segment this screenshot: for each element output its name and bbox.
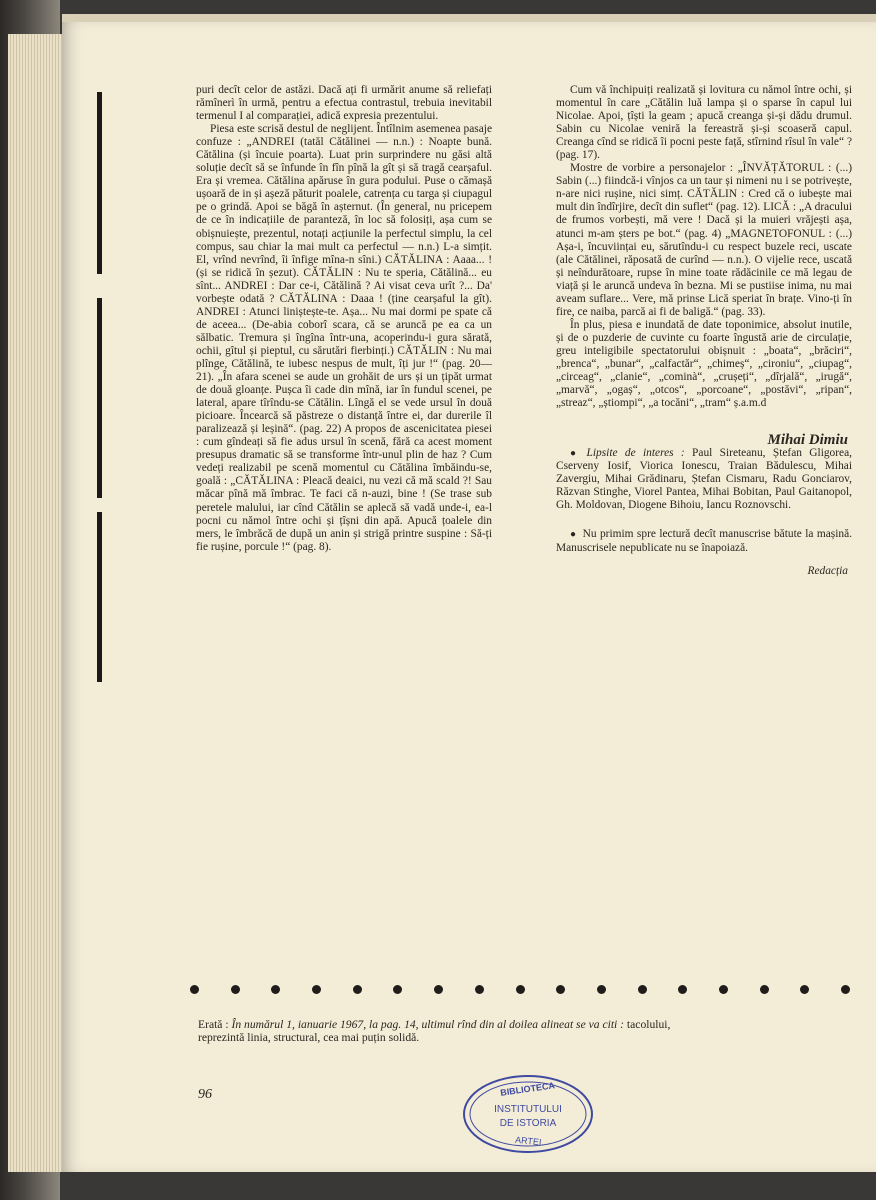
stamp-line-2: INSTITUTULUI [494, 1104, 562, 1115]
dot-icon [271, 985, 280, 994]
dot-icon [841, 985, 850, 994]
margin-mark-bar [97, 298, 102, 498]
dot-separator [190, 985, 850, 994]
dot-icon [556, 985, 565, 994]
dot-icon [190, 985, 199, 994]
editorial-note [556, 447, 852, 512]
errata-italic: În numărul 1, ianuarie 1967, la pag. 14, ultimul rînd din al doilea alineat se va citi : [228, 1018, 625, 1031]
editorial-signature: Redacția [807, 564, 848, 577]
margin-mark-bar [97, 512, 102, 682]
author-signature: Mihai Dimiu [767, 432, 848, 449]
dot-icon [638, 985, 647, 994]
paragraph: puri decît celor de astăzi. Dacă ați fi urmărit anume să reliefați rămînerì în urmă, pentru a efectua contrastul, trebuia inevitabil termenul I al comparației, adică expresia prezentului. [196, 84, 492, 123]
errata-label: Erată : [198, 1018, 229, 1031]
paragraph: În plus, piesa e inundată de date toponimice, absolut inutile, și de o puzderie de cuvinte cu foarte îngustă arie de circulație, greu inteligibile spectatorului obișnuit : „boata“, „brăciri“, „brenca“, „bunar“, „calfactăr“, „chimeș“, „cironiu“, „ciupag“, „circeag“, „clanie“, „cominà“, „crușeți“, „dîrjală“, „irugă“, „marvă“, „ogaș“, „otcos“, „porcoane“, „postăvi“, „ripan“, „streaz“, „știompi“, „a tocăni“, „tram“ ș.a.m.d [556, 318, 852, 410]
dot-icon [800, 985, 809, 994]
page-number: 96 [198, 1087, 212, 1102]
paragraph: Mostre de vorbire a personajelor : „ÎNVĂȚĂTORUL : (...) Sabin (...) fiindcă-i vînjos ca un taur și nimeni nu i se potrivește, n-are nici rușine, nici simț. CĂTĂLIN : Cred că o iubește mai mult din îndîrjire, decît din suflet“ (pag. 12). LICĂ : „A dracului de frumos vorbești, mă vere ! Dacă și la muieri vrăjești așa, atunci m-am șters pe bot.“ (pag. 4) „MAGNETOFONUL : (...) Așa-i, încuviințai eu, sărutîndu-i cu respect buzele reci, uscate (ale Cătălinei, răposată de curînd — n.n.). O vijelie rece, uscată și neîndurătoare, rupse în mine toate rădăcinile ce mă legau de viață și le aruncă undeva în bezna. Mi se pustiise inima, nu mai aveam suflare... Vere, mă prinse Lică speriat în brațe. Vino-ți în fire, ce naiba, parcă ai fi de baligă.“ (pag. 33). [556, 162, 852, 318]
dot-icon [393, 985, 402, 994]
editorial-note [556, 528, 852, 554]
errata-text: tacolului, reprezintă linia, structural, cea mai puțin solidă. [198, 1018, 671, 1045]
paragraph: Piesa este scrisă destul de neglijent. Întîlnim asemenea pasaje confuze : „ANDREI (tatăl Cătălinei — n.n.) : Noapte bună. Cătălina (și încuie poarta). Luat prin surprindere nu găsi altă soluție decît să se înfunde în fîn pînă la gît și să tragă cearșaful. Era și vremea. Cătălina apăruse în gura podului. Puse o cămașă ușoară de in și așeză păturit poalele, catrența cu targa și ciupagul pe o grindă. Apoi se băgă în așternut. (În general, nu pricepem de ce în indicațiile de paranteză, în loc să folosiți, așa cum se obișnuiește, prezentul, notați acțiunile la perfectul simplu, la cel compus, sau chiar la mai mult ca perfectul — n.n.) L-a simțit. El, vrînd nevrînd, îi înfige mîna-n sîni.) CĂTĂLINA : Aaaa... ! (și se ridică în șezut). CĂTĂLIN : Nu te speria, Cătălină... eu sînt... ANDREI : Dar ce-i, Cătălină ? Ai visat ceva urît ?... Da' vorbește odată ? CĂTĂLINA : Daaa ! (ține cearșaful la gît). ANDREI : Atunci liniștește-te. Așa... Nu mai dormi pe spate că de aceea... (De-abia coborî scara, că se aruncă pe ea ca un sălbatic. Tremura și îngîna într-una, acoperindu-i gura sărată, ochii, gîtul și pieptul, cu sărutări fierbinți.) CĂTĂLIN : Nu mai plînge, Cătălină, te iubesc nespus de mult, îți jur !“ (pag. 20—21). „În afara scenei se aude un grohăit de urs și un țipăt urmat de două gloanțe. Pușca îi cade din mînă, iar în fundul scenei, pe lateral, apare tîrîndu-se Cătălin. Lîngă el se vede ursul în două picioare. Încearcă să păstreze o distanță între ei, dar durerile îl paralizează și leșină“. (pag. 22) A propos de ascenicitatea piesei : cum gîndeați să fie adus ursul în scenă, fără ca acest moment presupus dramatic să se transforme într-unul plin de haz ? Cum vedeți realizabil pe scenă momentul cu Cătălina îmbăindu-se, goală : „CĂTĂLINA : Pleacă deaici, nu vezi că mă scald ?! Sau măcar pînă mă îmbrac. Te faci că n-auzi, bine ! (Se trase sub peretele malului, iar cînd Cătălin se aplecă să vadă unde-i, ea-l pocni cu nămol între ochi și țîșni din apă. Apucă țoalele din mers, le îmbrăcă de după un anin și strigă printre suspine : Să-ți fie rușine, porcule !“ (pag. 8). [196, 123, 492, 553]
bullet-icon: ● [570, 448, 581, 460]
stamp-line-4: ARTEI [514, 1134, 542, 1148]
page-stack-edge [8, 34, 68, 1172]
dot-icon [312, 985, 321, 994]
stamp-line-1: BIBLIOTECA [499, 1080, 556, 1098]
note-label: Lipsite de interes : [586, 447, 685, 460]
dot-icon [678, 985, 687, 994]
dot-icon [434, 985, 443, 994]
stamp-line-3: DE ISTORIA [499, 1118, 557, 1129]
dot-icon [353, 985, 362, 994]
note-text: Nu primim spre lectură decît manuscrise bătute la mașină. Manuscrisele nepublicate nu se înapoiază. [556, 528, 852, 554]
left-column [196, 84, 492, 554]
bullet-icon: ● [570, 529, 577, 541]
library-stamp [458, 1068, 598, 1158]
right-column [556, 84, 852, 578]
dot-icon [597, 985, 606, 994]
margin-mark-bar [97, 92, 102, 274]
errata-note [198, 1018, 718, 1045]
dot-icon [231, 985, 240, 994]
note-text: Paul Sireteanu, Ștefan Gligorea, Cserveny Iosif, Viorica Ionescu, Traian Bădulescu, Mihai Zavergiu, Mihai Grădinaru, Ștefan Cismaru, Radu Gonciarov, Răzvan Stinghe, Viorel Pantea, Mihai Bobitan, Paul Gaitanopol, Gh. Moldovan, Diogene Bihoiu, Iancu Roznovschi. [556, 447, 852, 512]
dot-icon [760, 985, 769, 994]
dot-icon [719, 985, 728, 994]
dot-icon [475, 985, 484, 994]
dot-icon [516, 985, 525, 994]
paragraph: Cum vă închipuiți realizată și lovitura cu nămol între ochi, și momentul în care „Cătălin luă lampa și o sparse în capul lui Nicolae. Apoi, țîști la geam ; apucă creanga și-și dădu drumul. Sabin cu Nicolae veniră la fereastră și-și scoaseră capul. Creanga cînd se ridică îi pocni peste față, stîrnind rîsul în vale“ ? (pag. 17). [556, 84, 852, 162]
